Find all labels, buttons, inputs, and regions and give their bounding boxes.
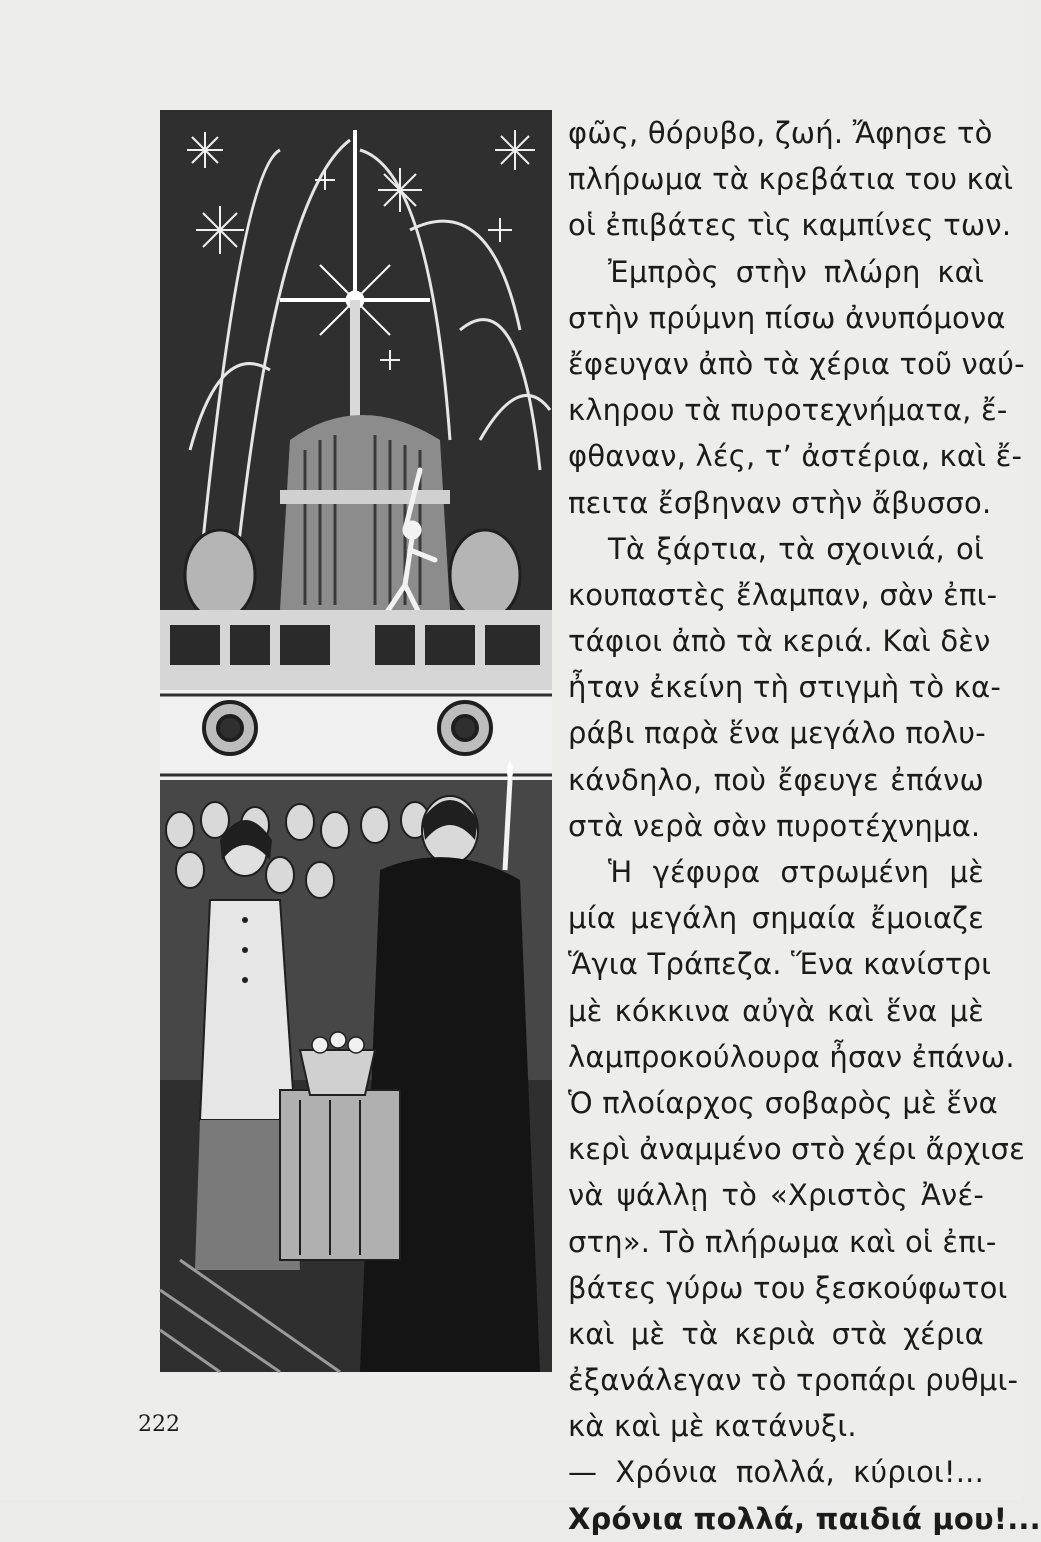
text-line: καὶ μὲ τὰ κεριὰ στὰ χέρια bbox=[568, 1316, 984, 1351]
text-line: Ἡ γέφυρα στρωμένη μὲ bbox=[608, 855, 984, 889]
text-line: Τὰ ξάρτια, τὰ σχοινιά, οἱ bbox=[608, 531, 984, 566]
text-line: στὰ νερὰ σὰν πυροτέχνημα. bbox=[568, 808, 981, 843]
body-text bbox=[568, 110, 1041, 1542]
page-number: 222 bbox=[138, 1412, 180, 1437]
text-line: φθαναν, λές, τ’ ἀστέρια, καὶ ἔ- bbox=[568, 439, 1023, 474]
text-line: κὰ καὶ μὲ κατάνυξι. bbox=[568, 1409, 857, 1444]
text-line: τάφιοι ἀπὸ τὰ κεριά. Καὶ δὲν bbox=[568, 624, 991, 659]
text-line: — Χρόνια πολλά, κύριοι!... bbox=[568, 1455, 984, 1490]
woodcut-illustration bbox=[160, 110, 552, 1372]
text-line: στη». Τὸ πλήρωμα καὶ οἱ ἐπι- bbox=[568, 1224, 997, 1259]
text-line: νὰ ψάλλῃ τὸ «Χριστὸς Ἀνέ- bbox=[568, 1178, 984, 1213]
text-line: στὴν πρύμνη πίσω ἀνυπόμονα bbox=[568, 300, 1006, 335]
text-line: μὲ κόκκινα αὐγὰ καὶ ἕνα μὲ bbox=[568, 993, 984, 1028]
text-line: κερὶ ἀναμμένο στὸ χέρι ἄρχισε bbox=[568, 1132, 1025, 1167]
ship-fireworks-illustration bbox=[160, 110, 552, 1372]
text-line: οἱ ἐπιβάτες τὶς καμπίνες των. bbox=[568, 208, 1012, 243]
text-line: ράβι παρὰ ἕνα μεγάλο πολυ- bbox=[568, 716, 986, 751]
text-line: Ἐμπρὸς στὴν πλώρη καὶ bbox=[608, 254, 984, 289]
text-line: φῶς, θόρυβο, ζωή. Ἄφησε τὸ bbox=[568, 116, 993, 150]
text-line: κουπαστὲς ἔλαμπαν, σὰν ἐπι- bbox=[568, 577, 998, 612]
text-line: ἦταν ἐκείνη τὴ στιγμὴ τὸ κα- bbox=[568, 670, 1002, 705]
text-line: βάτες γύρω του ξεσκούφωτοι bbox=[568, 1270, 1008, 1305]
text-line: μία μεγάλη σημαία ἔμοιαζε bbox=[568, 901, 984, 936]
text-line: πειτα ἔσβηναν στὴν ἄβυσσο. bbox=[568, 485, 992, 520]
text-line: κληρου τὰ πυροτεχνήματα, ἔ- bbox=[568, 393, 1008, 428]
text-line: Χρόνια πολλά, παιδιά μου!... bbox=[568, 1501, 1041, 1536]
text-line: πλήρωμα τὰ κρεβάτια του καὶ bbox=[568, 162, 1014, 197]
text-line: ἔφευγαν ἀπὸ τὰ χέρια τοῦ ναύ- bbox=[568, 346, 1025, 381]
ship-funnel bbox=[280, 415, 450, 610]
text-line: κάνδηλο, ποὺ ἔφευγε ἐπάνω bbox=[568, 762, 984, 797]
text-line: λαμπροκούλουρα ἦσαν ἐπάνω. bbox=[568, 1039, 1015, 1074]
text-line: ἐξανάλεγαν τὸ τροπάρι ρυθμι- bbox=[568, 1363, 1019, 1398]
text-line: Ὁ πλοίαρχος σοβαρὸς μὲ ἕνα bbox=[568, 1085, 998, 1120]
text-line: Ἅγια Τράπεζα. Ἕνα κανίστρι bbox=[568, 947, 992, 982]
